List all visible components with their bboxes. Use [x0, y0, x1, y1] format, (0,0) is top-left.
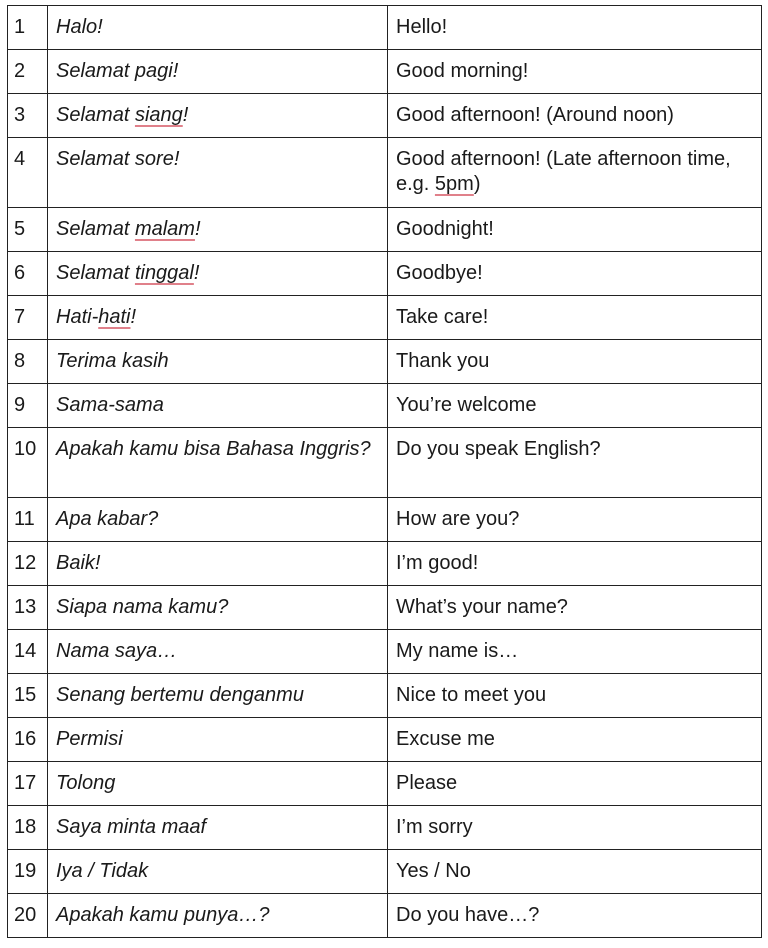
table-row [8, 138, 762, 208]
row-number: 17 [8, 762, 48, 806]
english-translation: Good afternoon! (Around noon) [388, 94, 762, 138]
english-translation: Do you have…? [388, 894, 762, 938]
spellcheck-flagged-word: 5pm [434, 173, 474, 195]
row-number: 11 [8, 498, 48, 542]
indonesian-phrase: Selamat malam! [48, 208, 388, 252]
table-row [8, 630, 762, 674]
table-row [8, 586, 762, 630]
indonesian-phrase: Baik! [48, 542, 388, 586]
indonesian-phrase: Siapa nama kamu? [48, 586, 388, 630]
indonesian-phrase: Apakah kamu punya…? [48, 894, 388, 938]
table-row [8, 50, 762, 94]
indonesian-phrase: Selamat tinggal! [48, 252, 388, 296]
table-row [8, 252, 762, 296]
row-number: 15 [8, 674, 48, 718]
table-row [8, 296, 762, 340]
indonesian-phrase: Selamat siang! [48, 94, 388, 138]
table-row [8, 94, 762, 138]
row-number: 3 [8, 94, 48, 138]
indonesian-phrase: Senang bertemu denganmu [48, 674, 388, 718]
row-number: 10 [8, 428, 48, 498]
row-number: 12 [8, 542, 48, 586]
table-row [8, 340, 762, 384]
table-row [8, 674, 762, 718]
indonesian-phrase: Nama saya… [48, 630, 388, 674]
row-number: 19 [8, 850, 48, 894]
indonesian-phrase: Saya minta maaf [48, 806, 388, 850]
english-translation: Good afternoon! (Late afternoon time, e.g. 5pm) [388, 138, 762, 208]
phrase-table-body [8, 6, 762, 938]
table-row [8, 542, 762, 586]
english-translation: I’m good! [388, 542, 762, 586]
table-row [8, 850, 762, 894]
indonesian-phrase: Iya / Tidak [48, 850, 388, 894]
indonesian-phrase: Tolong [48, 762, 388, 806]
row-number: 8 [8, 340, 48, 384]
indonesian-phrase: Apa kabar? [48, 498, 388, 542]
spellcheck-flagged-word: siang [134, 104, 183, 126]
english-translation: What’s your name? [388, 586, 762, 630]
english-translation: Goodbye! [388, 252, 762, 296]
english-translation: Take care! [388, 296, 762, 340]
english-translation: Thank you [388, 340, 762, 384]
indonesian-phrase: Terima kasih [48, 340, 388, 384]
row-number: 20 [8, 894, 48, 938]
indonesian-phrase: Sama-sama [48, 384, 388, 428]
indonesian-phrase: Permisi [48, 718, 388, 762]
row-number: 1 [8, 6, 48, 50]
english-translation: Goodnight! [388, 208, 762, 252]
indonesian-phrase: Selamat pagi! [48, 50, 388, 94]
phrase-table [7, 5, 762, 938]
table-row [8, 718, 762, 762]
spellcheck-flagged-word: hati [98, 306, 131, 328]
row-number: 18 [8, 806, 48, 850]
table-row [8, 762, 762, 806]
english-translation: You’re welcome [388, 384, 762, 428]
indonesian-phrase: Selamat sore! [48, 138, 388, 208]
row-number: 2 [8, 50, 48, 94]
english-translation: I’m sorry [388, 806, 762, 850]
table-row [8, 428, 762, 498]
row-number: 16 [8, 718, 48, 762]
english-translation: Do you speak English? [388, 428, 762, 498]
english-translation: How are you? [388, 498, 762, 542]
table-row [8, 208, 762, 252]
row-number: 6 [8, 252, 48, 296]
english-translation: Yes / No [388, 850, 762, 894]
english-translation: Please [388, 762, 762, 806]
row-number: 4 [8, 138, 48, 208]
indonesian-phrase: Apakah kamu bisa Bahasa Inggris? [48, 428, 388, 498]
english-translation: Excuse me [388, 718, 762, 762]
indonesian-phrase: Halo! [48, 6, 388, 50]
table-row [8, 806, 762, 850]
english-translation: My name is… [388, 630, 762, 674]
row-number: 9 [8, 384, 48, 428]
row-number: 7 [8, 296, 48, 340]
spellcheck-flagged-word: malam [134, 218, 195, 240]
table-row [8, 498, 762, 542]
table-row [8, 384, 762, 428]
indonesian-phrase: Hati-hati! [48, 296, 388, 340]
table-row [8, 894, 762, 938]
row-number: 5 [8, 208, 48, 252]
english-translation: Good morning! [388, 50, 762, 94]
spellcheck-flagged-word: tinggal [134, 262, 194, 284]
english-translation: Hello! [388, 6, 762, 50]
row-number: 13 [8, 586, 48, 630]
table-row [8, 6, 762, 50]
row-number: 14 [8, 630, 48, 674]
english-translation: Nice to meet you [388, 674, 762, 718]
